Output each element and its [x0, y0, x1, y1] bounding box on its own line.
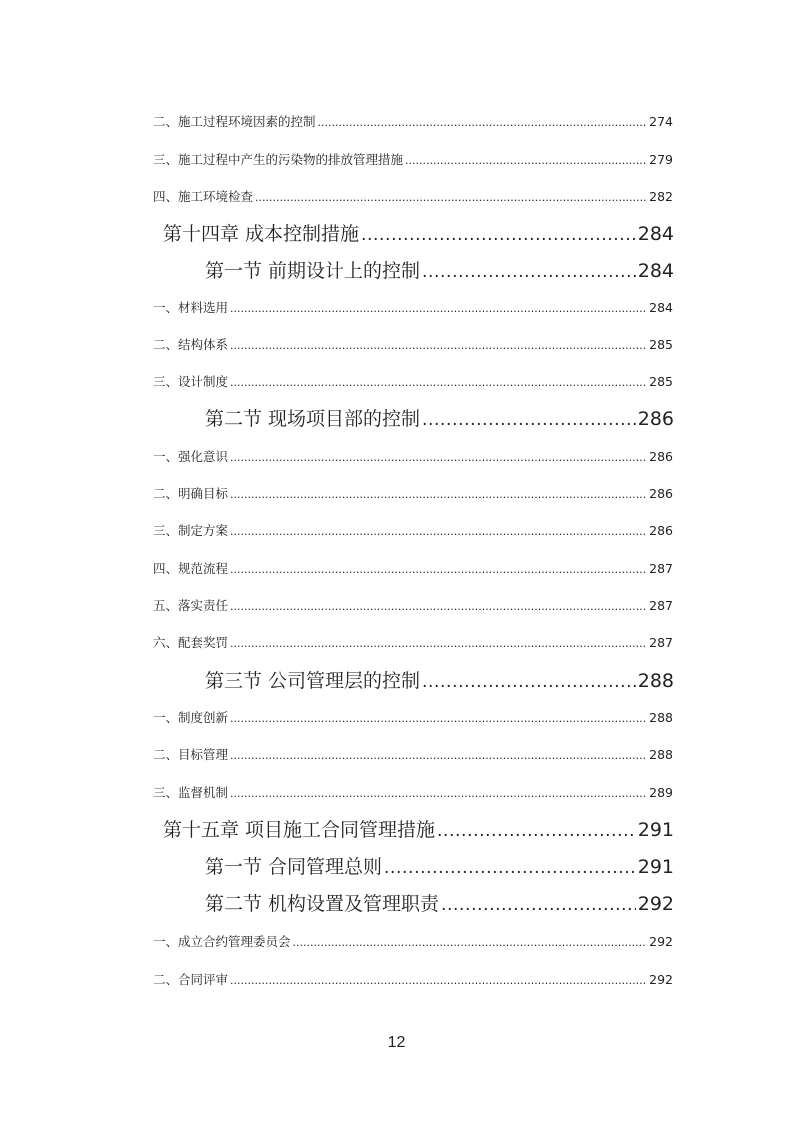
- toc-leader-dots: [230, 600, 647, 613]
- toc-entry[interactable]: [153, 970, 673, 988]
- toc-leader-dots: [230, 488, 647, 501]
- toc-entry[interactable]: [153, 150, 673, 168]
- toc-entry-page: 286: [649, 523, 673, 538]
- toc-leader-dots: [230, 563, 647, 576]
- toc-leader-dots: [230, 451, 647, 464]
- toc-entry-page: 287: [649, 635, 673, 650]
- toc-entry-page: 287: [649, 561, 673, 576]
- toc-entry[interactable]: [153, 708, 673, 726]
- toc-entry[interactable]: [153, 932, 673, 950]
- toc-leader-dots: [230, 302, 647, 315]
- toc-entry[interactable]: [153, 783, 673, 801]
- toc-chapter-entry[interactable]: [163, 815, 674, 841]
- toc-entry[interactable]: [153, 335, 673, 353]
- toc-entry-label: 一、强化意识: [153, 449, 229, 464]
- toc-entry-label: 二、目标管理: [153, 747, 229, 762]
- toc-leader-dots: [230, 339, 647, 352]
- toc-section-entry[interactable]: [205, 852, 674, 878]
- toc-section-entry[interactable]: [205, 666, 674, 692]
- toc-entry-page: 285: [649, 337, 673, 352]
- toc-entry-label: 第二节 机构设置及管理职责: [205, 893, 440, 915]
- toc-entry-page: 284: [649, 300, 673, 315]
- toc-entry-label: 一、材料选用: [153, 300, 229, 315]
- toc-entry-page: 292: [637, 893, 674, 915]
- toc-leader-dots: [230, 376, 647, 389]
- toc-entry-label: 一、成立合约管理委员会: [153, 934, 291, 949]
- toc-entry-page: 285: [649, 374, 673, 389]
- toc-entry[interactable]: [153, 521, 673, 539]
- toc-chapter-entry[interactable]: [163, 219, 674, 245]
- toc-leader-dots: [230, 525, 647, 538]
- toc-entry-label: 四、施工环境检查: [153, 189, 254, 204]
- toc-leader-dots: [318, 116, 648, 129]
- toc-entry-label: 三、制定方案: [153, 523, 229, 538]
- toc-leader-dots: [255, 191, 647, 204]
- toc-entry-label: 第二节 现场项目部的控制: [205, 408, 421, 430]
- toc-entry-page: 284: [637, 223, 674, 245]
- toc-entry-label: 二、合同评审: [153, 972, 229, 987]
- toc-leader-dots: [230, 712, 647, 725]
- toc-entry-page: 286: [637, 408, 674, 430]
- toc-entry-page: 288: [649, 747, 673, 762]
- toc-leader-dots: [422, 262, 636, 282]
- toc-leader-dots: [405, 154, 647, 167]
- toc-entry[interactable]: [153, 596, 673, 614]
- toc-entry[interactable]: [153, 298, 673, 316]
- toc-entry[interactable]: [153, 633, 673, 651]
- toc-entry-page: 288: [637, 670, 674, 692]
- toc-entry-page: 286: [649, 486, 673, 501]
- toc-entry-label: 二、明确目标: [153, 486, 229, 501]
- toc-entry-label: 第一节 合同管理总则: [205, 856, 383, 878]
- toc-leader-dots: [422, 410, 636, 430]
- toc-section-entry[interactable]: [205, 889, 674, 915]
- toc-entry-page: 274: [649, 114, 673, 129]
- toc-entry-label: 一、制度创新: [153, 710, 229, 725]
- toc-entry-page: 279: [649, 152, 673, 167]
- toc-leader-dots: [230, 749, 647, 762]
- toc-section-entry[interactable]: [205, 404, 674, 430]
- toc-entry[interactable]: [153, 187, 673, 205]
- toc-entry-label: 三、设计制度: [153, 374, 229, 389]
- toc-leader-dots: [293, 936, 648, 949]
- toc-entry-page: 288: [649, 710, 673, 725]
- toc-entry-label: 第三节 公司管理层的控制: [205, 670, 421, 692]
- toc-entry-page: 286: [649, 449, 673, 464]
- toc-leader-dots: [441, 895, 636, 915]
- toc-entry-label: 五、落实责任: [153, 598, 229, 613]
- toc-leader-dots: [361, 225, 636, 245]
- toc-leader-dots: [422, 672, 636, 692]
- toc-leader-dots: [437, 821, 636, 841]
- toc-entry[interactable]: [153, 559, 673, 577]
- toc-leader-dots: [230, 974, 647, 987]
- toc-entry-label: 第一节 前期设计上的控制: [205, 260, 421, 282]
- toc-entry-label: 第十四章 成本控制措施: [163, 223, 360, 245]
- toc-entry-page: 289: [649, 785, 673, 800]
- toc-section-entry[interactable]: [205, 256, 674, 282]
- toc-entry[interactable]: [153, 745, 673, 763]
- page-number: 12: [387, 1034, 406, 1051]
- toc-entry-label: 四、规范流程: [153, 561, 229, 576]
- toc-entry[interactable]: [153, 372, 673, 390]
- toc-entry-label: 二、施工过程环境因素的控制: [153, 114, 316, 129]
- toc-leader-dots: [384, 858, 636, 878]
- toc-entry-label: 三、监督机制: [153, 785, 229, 800]
- toc-entry[interactable]: [153, 112, 673, 130]
- toc-entry[interactable]: [153, 447, 673, 465]
- toc-entry-page: 291: [637, 819, 674, 841]
- toc-leader-dots: [230, 787, 647, 800]
- toc-entry[interactable]: [153, 484, 673, 502]
- toc-entry-page: 292: [649, 972, 673, 987]
- toc-entry-label: 三、施工过程中产生的污染物的排放管理措施: [153, 152, 404, 167]
- toc-entry-page: 292: [649, 934, 673, 949]
- toc-entry-page: 291: [637, 856, 674, 878]
- toc-entry-label: 六、配套奖罚: [153, 635, 229, 650]
- toc-entry-page: 282: [649, 189, 673, 204]
- toc-entry-page: 284: [637, 260, 674, 282]
- toc-entry-label: 第十五章 项目施工合同管理措施: [163, 819, 436, 841]
- toc-entry-page: 287: [649, 598, 673, 613]
- toc-leader-dots: [230, 637, 647, 650]
- toc-entry-label: 二、结构体系: [153, 337, 229, 352]
